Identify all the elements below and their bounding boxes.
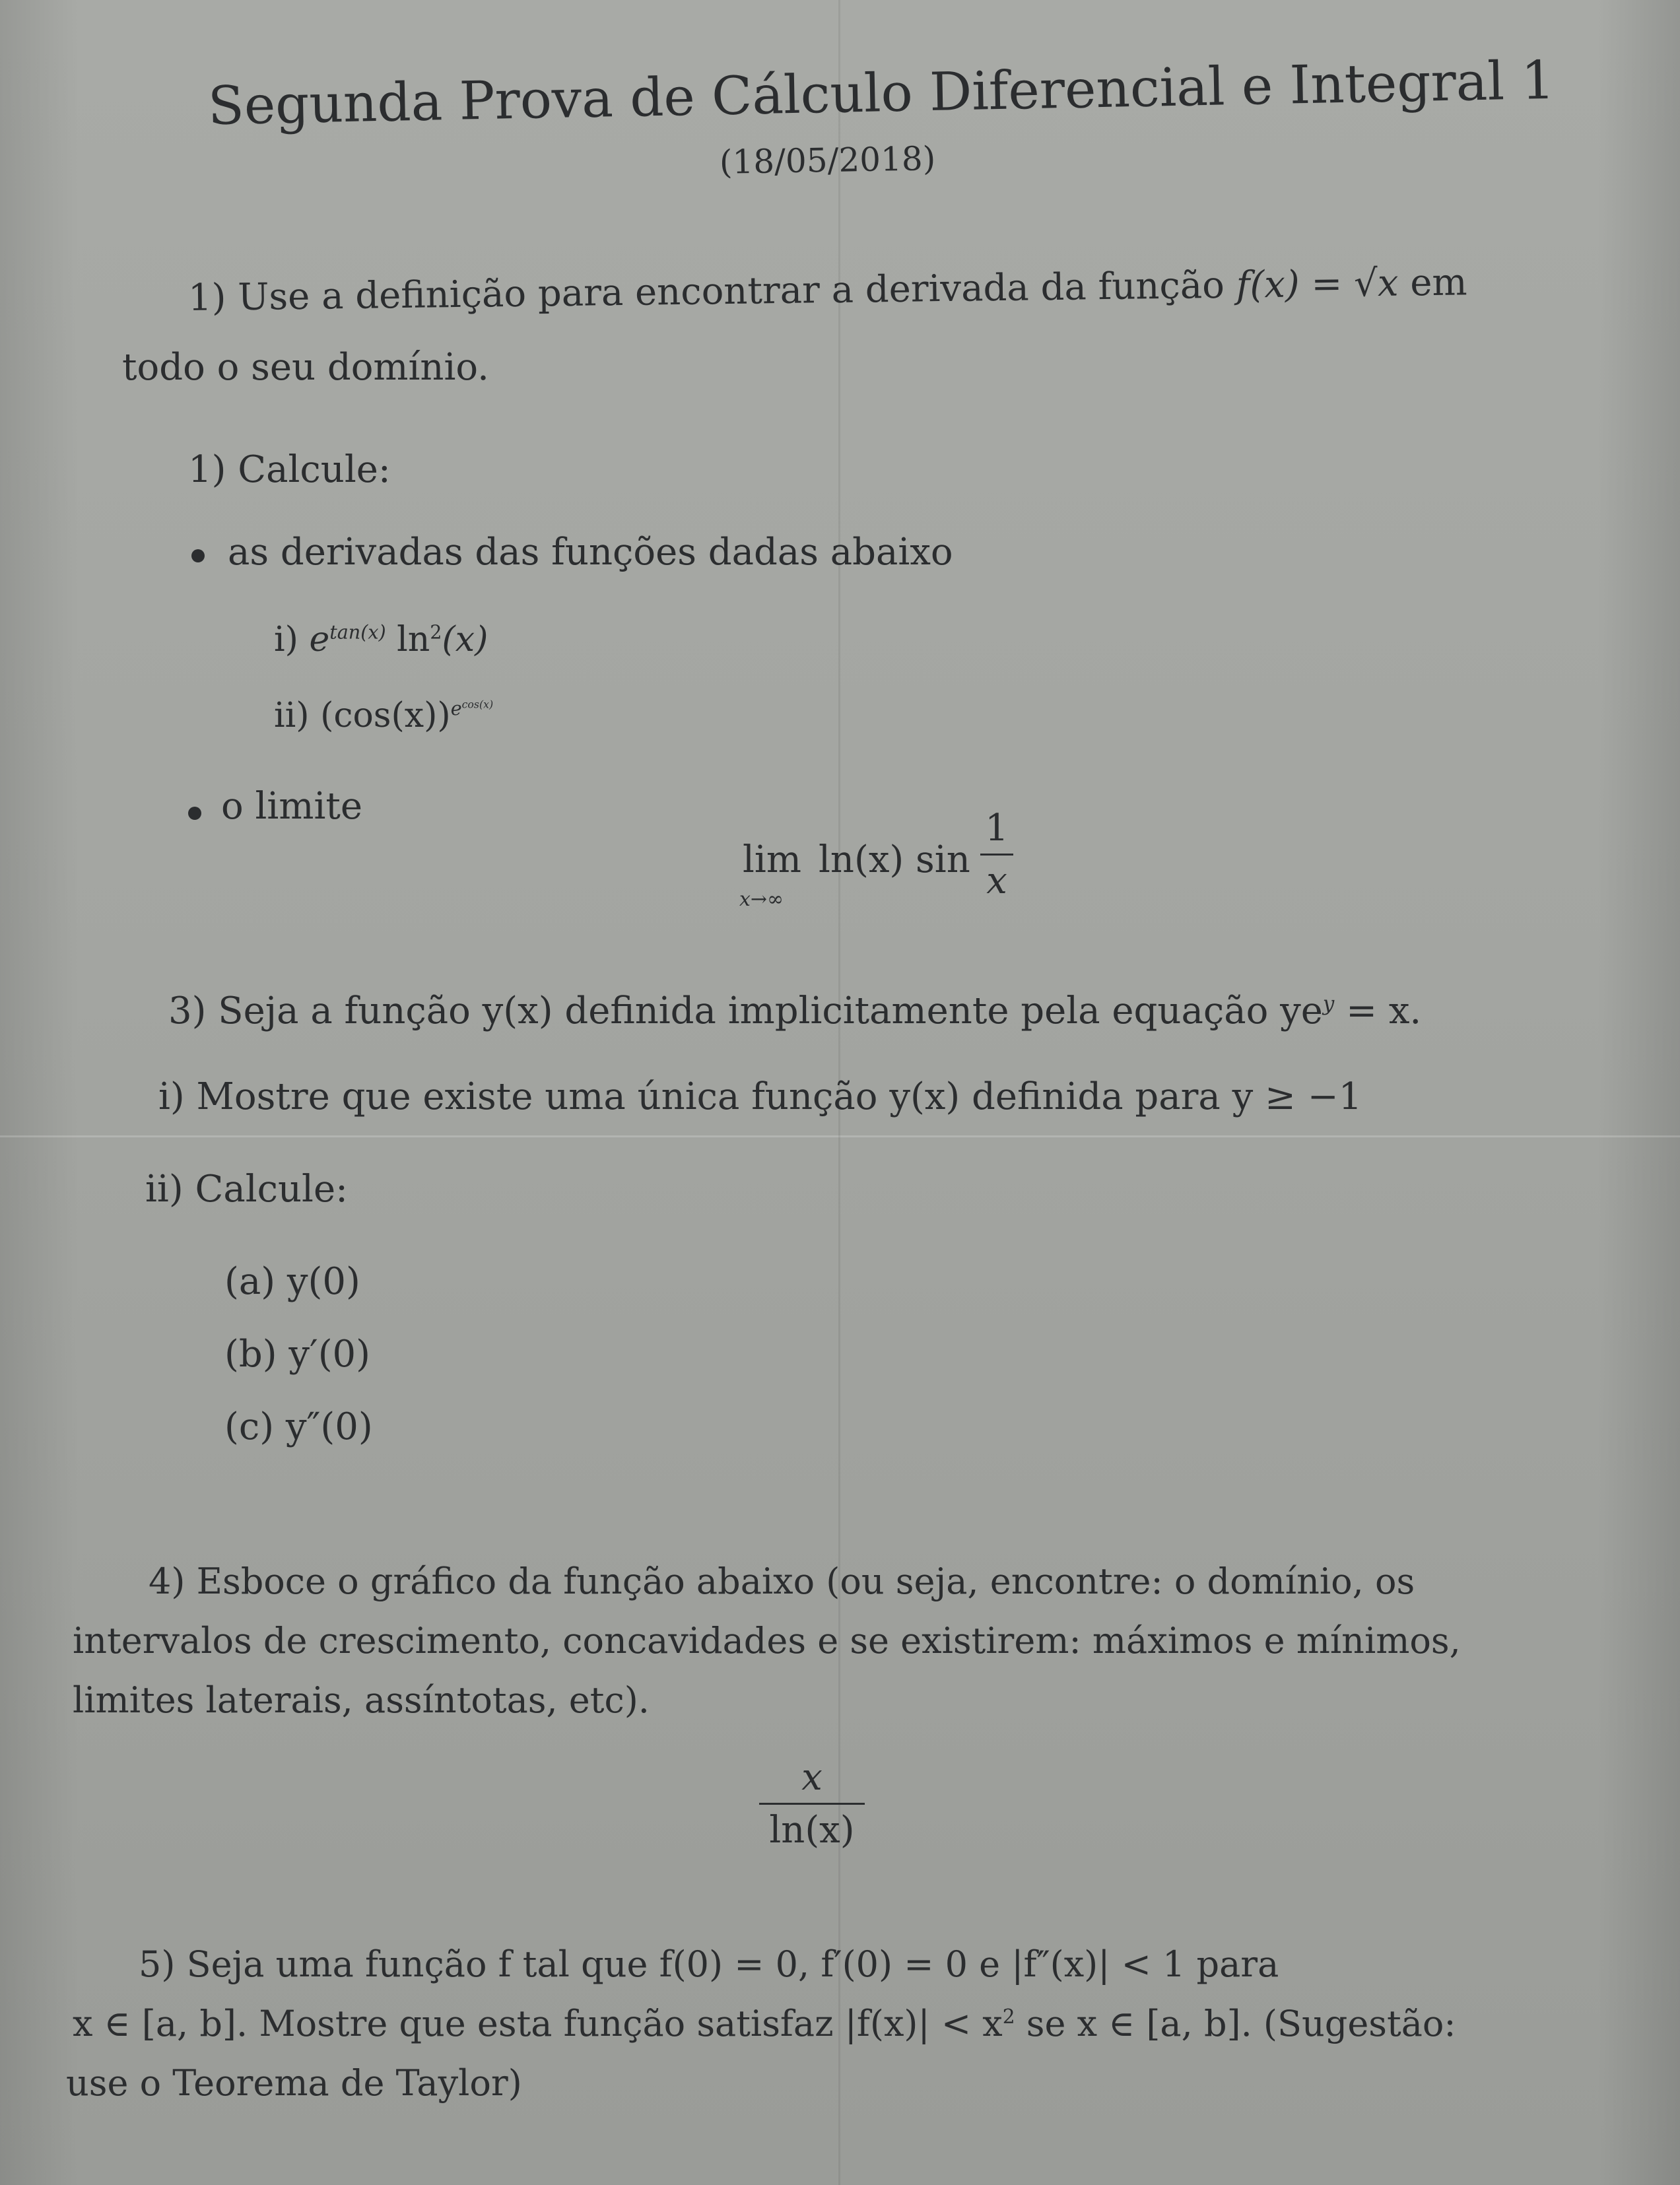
q5-line2-a: x ∈ [a, b]. Mostre que esta função satisfaz |f(x)| < x xyxy=(73,2003,1003,2044)
limit-fraction-den: x xyxy=(986,859,1007,902)
q3-heading-end: = x. xyxy=(1346,990,1422,1032)
item-i-sup: tan(x) xyxy=(329,621,386,644)
q2-item-i xyxy=(274,621,488,660)
q3-heading xyxy=(168,990,1421,1032)
exam-title: Segunda Prova de Cálculo Diferencial e Integral 1 xyxy=(207,49,1556,137)
q2-heading: 1) Calcule: xyxy=(188,448,391,491)
item-ii-label: ii) xyxy=(274,696,310,735)
item-ii-supsup: cos(x) xyxy=(461,698,494,711)
q2-bullet2: o limite xyxy=(221,785,362,828)
q5-line2-sup: 2 xyxy=(1002,2005,1015,2029)
q4-fraction-num: x xyxy=(801,1756,823,1799)
q5-line2-b: se x ∈ [a, b]. (Sugestão: xyxy=(1026,2003,1456,2044)
limit-fraction xyxy=(980,807,1013,902)
limit-lim: lim xyxy=(743,838,801,881)
item-ii-base: (cos(x)) xyxy=(320,696,451,735)
q1-em: em xyxy=(1409,261,1467,305)
item-i-arg: (x) xyxy=(442,620,488,659)
q5-line2 xyxy=(73,2003,1456,2044)
q1-function: f(x) = √x xyxy=(1236,261,1399,307)
q3-part-i: i) Mostre que existe uma única função y(x) definida para y ≥ −1 xyxy=(158,1075,1362,1118)
item-i-ln: ln xyxy=(397,620,430,659)
q1-text xyxy=(188,261,1467,319)
q4-line2: intervalos de crescimento, concavidades e se existirem: máximos e mínimos, xyxy=(73,1620,1461,1662)
q3-part-ii: ii) Calcule: xyxy=(145,1168,348,1211)
bullet-icon xyxy=(191,549,205,562)
bullet-icon xyxy=(188,807,201,820)
q4-fraction-den: ln(x) xyxy=(769,1809,855,1852)
item-ii-sup: e xyxy=(450,696,462,720)
q4-function-fraction xyxy=(759,1756,865,1852)
q3-item-b: (b) y′(0) xyxy=(224,1333,371,1376)
q1-line1: 1) Use a definição para encontrar a derivada da função xyxy=(187,263,1225,319)
q5-line1: 5) Seja uma função f tal que f(0) = 0, f′(0) = 0 e |f″(x)| < 1 para xyxy=(139,1943,1279,1985)
q3-heading-sup: y xyxy=(1322,992,1335,1016)
q4-line3: limites laterais, assíntotas, etc). xyxy=(73,1679,650,1721)
limit-subscript: x→∞ xyxy=(739,888,784,911)
q1-line2: todo o seu domínio. xyxy=(122,346,489,389)
q3-heading-text: 3) Seja a função y(x) definida implicitamente pela equação ye xyxy=(168,990,1323,1032)
fraction-bar xyxy=(759,1803,865,1805)
item-i-base: e xyxy=(309,620,330,659)
q2-bullet1: as derivadas das funções dadas abaixo xyxy=(228,531,953,574)
q3-item-c: (c) y″(0) xyxy=(224,1405,373,1448)
item-i-label: i) xyxy=(274,620,298,659)
item-i-ln-sup: 2 xyxy=(430,621,442,644)
limit-expression xyxy=(743,838,801,881)
fraction-bar xyxy=(980,854,1013,856)
q3-item-a: (a) y(0) xyxy=(224,1260,360,1303)
limit-body: ln(x) sin xyxy=(819,838,970,881)
q5-line3: use o Teorema de Taylor) xyxy=(66,2062,522,2104)
limit-fraction-num: 1 xyxy=(985,807,1009,850)
q2-item-ii xyxy=(274,696,493,736)
q4-line1: 4) Esboce o gráfico da função abaixo (ou seja, encontre: o domínio, os xyxy=(149,1561,1415,1602)
exam-date: (18/05/2018) xyxy=(719,139,936,182)
